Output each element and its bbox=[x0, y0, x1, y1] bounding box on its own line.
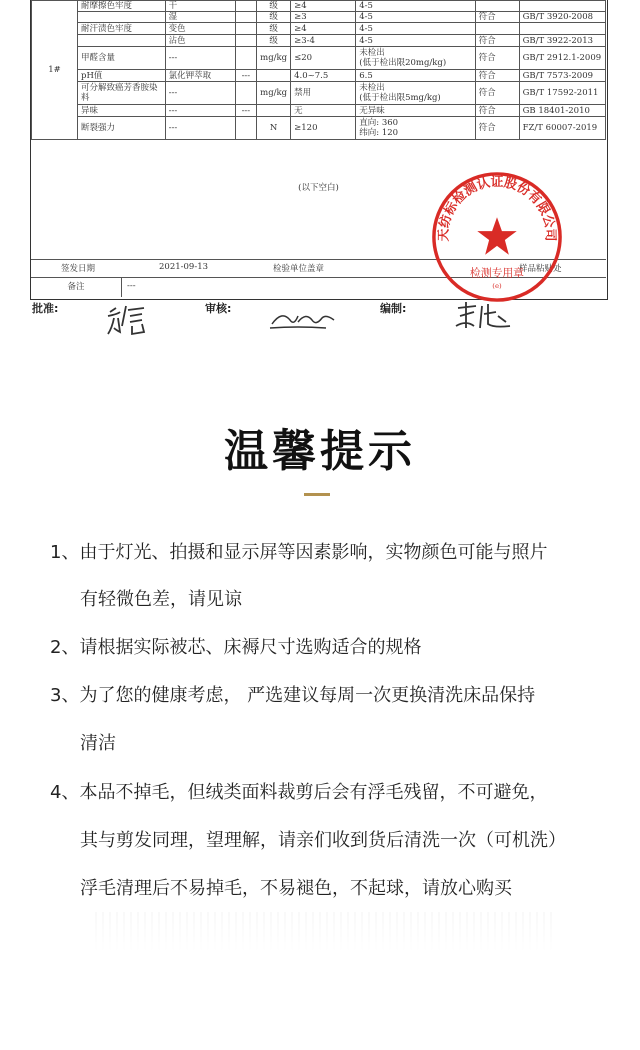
cell-result-line: 无异味 bbox=[359, 105, 385, 116]
cell-sub: 湿 bbox=[165, 12, 235, 23]
tip-line: 4、本品不掉毛，但绒类面料裁剪后会有浮毛残留，不可避免， bbox=[50, 782, 548, 803]
cell-verdict: 符合 bbox=[475, 117, 519, 140]
compile-label: 编制: bbox=[380, 302, 407, 315]
cell-req: ≥4 bbox=[291, 23, 356, 35]
table-row bbox=[32, 35, 606, 47]
cell-method: GB/T 2912.1-2009 bbox=[519, 47, 605, 70]
cell-result-line: (低于检出限20mg/kg) bbox=[359, 58, 447, 68]
cell-result-line: 4-5 bbox=[359, 35, 373, 46]
cell-result bbox=[356, 117, 475, 140]
cell-result-line: (低于检出限5mg/kg) bbox=[359, 93, 441, 103]
cell-item: 可分解致癌芳香胺染料 bbox=[78, 82, 166, 105]
table-row bbox=[32, 117, 606, 140]
cell-result-line: 6.5 bbox=[359, 70, 373, 81]
cell-result bbox=[356, 82, 475, 105]
cell-item bbox=[78, 12, 166, 23]
cell-sub: --- bbox=[165, 105, 235, 117]
cell-item: pH值 bbox=[78, 70, 166, 82]
cell-unit: N bbox=[257, 117, 291, 140]
stamp-text: 天纺标检测认证股份有限公司 bbox=[436, 175, 558, 242]
sign-date-label: 签发日期 bbox=[61, 264, 96, 274]
review-label: 审核: bbox=[205, 302, 232, 315]
notice-title: 温馨提示 bbox=[224, 426, 416, 477]
cell-result bbox=[356, 47, 475, 70]
table-row bbox=[32, 47, 606, 70]
reviewer-signature bbox=[268, 306, 338, 332]
cell-result-line: 4-5 bbox=[359, 12, 373, 22]
cell-sub: 干 bbox=[165, 1, 235, 12]
cell-result bbox=[356, 105, 475, 117]
cell-item: 耐汗渍色牢度 bbox=[78, 23, 166, 35]
cell-sub: --- bbox=[165, 82, 235, 105]
cell-result-line: 直向: 360 bbox=[359, 118, 399, 128]
cell-unit bbox=[257, 105, 291, 117]
cell-verdict: 符合 bbox=[475, 105, 519, 117]
tip-line: 1、由于灯光、拍摄和显示屏等因素影响，实物颜色可能与照片 bbox=[50, 542, 548, 563]
official-stamp-seal bbox=[428, 168, 566, 306]
cell-std: --- bbox=[235, 105, 257, 117]
approver-signature bbox=[104, 302, 154, 338]
cell-req: 无 bbox=[291, 105, 356, 117]
table-row bbox=[32, 70, 606, 82]
cell-sub: 氯化钾萃取 bbox=[165, 70, 235, 82]
seal-label: 检验单位盖章 bbox=[273, 264, 325, 274]
table-row bbox=[32, 23, 606, 35]
approve-label: 批准: bbox=[32, 302, 59, 315]
cell-verdict: 符合 bbox=[475, 70, 519, 82]
cell-sub: 变色 bbox=[165, 23, 235, 35]
cell-method: GB/T 3920-2008 bbox=[519, 12, 605, 23]
table-row bbox=[32, 82, 606, 105]
cell-sub: 沾色 bbox=[165, 35, 235, 47]
compiler-signature bbox=[454, 300, 514, 334]
cell-result bbox=[356, 70, 475, 82]
table-row bbox=[32, 105, 606, 117]
sign-date: 2021-09-13 bbox=[159, 262, 209, 272]
sample-no: 1# bbox=[32, 1, 78, 140]
cell-unit: mg/kg bbox=[257, 47, 291, 70]
cell-result bbox=[356, 1, 475, 12]
cell-method: GB/T 3922-2013 bbox=[519, 35, 605, 47]
cell-verdict: 符合 bbox=[475, 12, 519, 23]
cell-std: --- bbox=[235, 70, 257, 82]
stamp-code: (e) bbox=[492, 282, 502, 291]
star-icon bbox=[477, 217, 516, 254]
cell-verdict: 符合 bbox=[475, 35, 519, 47]
table-row bbox=[32, 12, 606, 23]
cell-item: 耐摩擦色牢度 bbox=[78, 1, 166, 12]
cell-req: ≥120 bbox=[291, 117, 356, 140]
cell-std bbox=[235, 23, 257, 35]
cell-method bbox=[519, 23, 605, 35]
cell-result-line: 未检出 bbox=[359, 48, 385, 58]
cell-verdict bbox=[475, 23, 519, 35]
cell-item: 断裂强力 bbox=[78, 117, 166, 140]
cell-method: GB/T 7573-2009 bbox=[519, 70, 605, 82]
cell-unit: 级 bbox=[257, 12, 291, 23]
cell-unit: 级 bbox=[257, 35, 291, 47]
cell-item: 异味 bbox=[78, 105, 166, 117]
cell-method: GB 18401-2010 bbox=[519, 105, 605, 117]
cell-std bbox=[235, 82, 257, 105]
cell-std bbox=[235, 47, 257, 70]
cell-sub: --- bbox=[165, 47, 235, 70]
cell-item bbox=[78, 35, 166, 47]
cell-item: 甲醛含量 bbox=[78, 47, 166, 70]
blank-note: (以下空白) bbox=[298, 183, 339, 193]
cell-req: ≤20 bbox=[291, 47, 356, 70]
tip-line: 有轻微色差，请见谅 bbox=[80, 589, 242, 610]
cell-req: ≥4 bbox=[291, 1, 356, 12]
cell-method: FZ/T 60007-2019 bbox=[519, 117, 605, 140]
cell-result bbox=[356, 35, 475, 47]
cell-std bbox=[235, 117, 257, 140]
cell-unit: 级 bbox=[257, 23, 291, 35]
cell-result-line: 未检出 bbox=[359, 83, 385, 93]
tip-line: 清洁 bbox=[80, 733, 116, 754]
cell-std bbox=[235, 1, 257, 12]
cell-req: ≥3 bbox=[291, 12, 356, 23]
cell-result bbox=[356, 23, 475, 35]
cell-result-line: 4-5 bbox=[359, 23, 373, 34]
cell-verdict: 符合 bbox=[475, 82, 519, 105]
cell-std bbox=[235, 35, 257, 47]
cell-req: 4.0~7.5 bbox=[291, 70, 356, 82]
cell-unit: 级 bbox=[257, 1, 291, 12]
tip-line: 3、为了您的健康考虑， 严选建议每周一次更换清洗床品保持 bbox=[50, 685, 536, 706]
cell-verdict: 符合 bbox=[475, 47, 519, 70]
cell-result-line: 纬向: 120 bbox=[359, 128, 399, 138]
tip-line: 浮毛清理后不易掉毛，不易褪色，不起球，请放心购买 bbox=[80, 878, 512, 899]
cell-sub: --- bbox=[165, 117, 235, 140]
cell-method: GB/T 17592-2011 bbox=[519, 82, 605, 105]
remark-value: --- bbox=[127, 281, 136, 291]
cell-std bbox=[235, 12, 257, 23]
cell-unit: mg/kg bbox=[257, 82, 291, 105]
sample-seal-label: 样品粘贴处 bbox=[519, 264, 562, 274]
cell-unit bbox=[257, 70, 291, 82]
cell-verdict bbox=[475, 1, 519, 12]
test-results-table bbox=[31, 0, 606, 140]
cell-result bbox=[356, 12, 475, 23]
tip-line: 2、请根据实际被芯、床褥尺寸选购适合的规格 bbox=[50, 637, 422, 658]
cell-req: 禁用 bbox=[291, 82, 356, 105]
cell-result-line: 4-5 bbox=[359, 1, 373, 11]
table-row bbox=[32, 1, 606, 12]
stamp-sub: 检测专用章 bbox=[469, 266, 525, 280]
bottom-fade bbox=[0, 900, 640, 1050]
tip-line: 其与剪发同理，望理解，请亲们收到货后清洗一次（可机洗） bbox=[80, 830, 566, 851]
cell-req: ≥3-4 bbox=[291, 35, 356, 47]
cell-method bbox=[519, 1, 605, 12]
title-divider bbox=[304, 493, 330, 496]
remark-label: 备注 bbox=[31, 277, 122, 297]
